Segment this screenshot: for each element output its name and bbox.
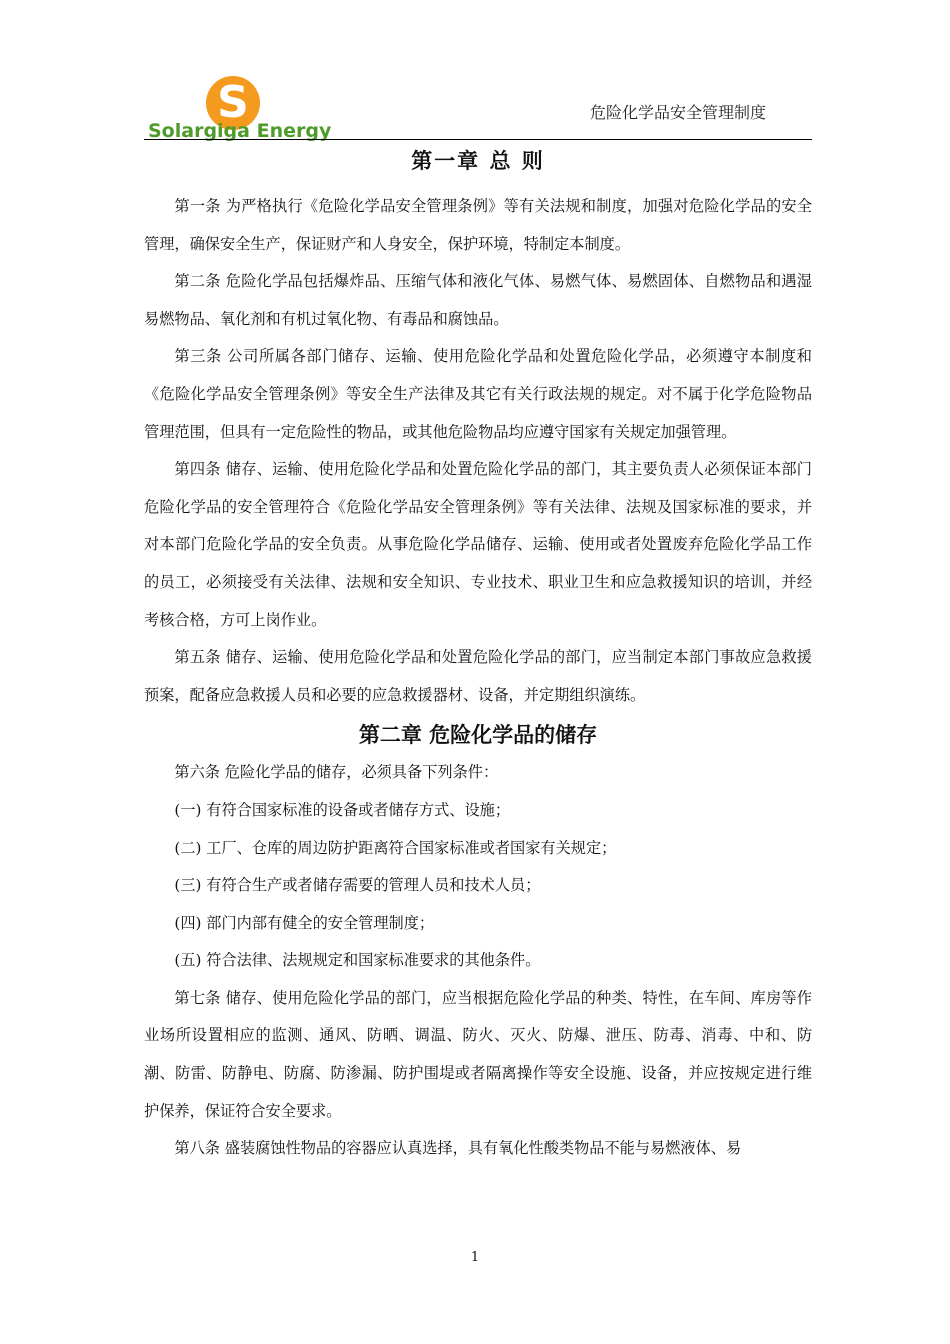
- logo-letter: S: [217, 77, 249, 128]
- article-4: 第四条 储存、运输、使用危险化学品和处置危险化学品的部门，其主要负责人必须保证本部门危险化学品的安全管理符合《危险化学品安全管理条例》等有关法律、法规及国家标准的要求，并对本部门危险化学品的安全负责。从事危险化学品储存、运输、使用或者处置废弃危险化学品工作的员工，必须接受有关法律、法规和安全知识、专业技术、职业卫生和应急救援知识的培训，并经考核合格，方可上岗作业。: [144, 460, 812, 629]
- header-divider: [144, 139, 812, 140]
- chapter-heading-2: 第二章 危险化学品的储存: [358, 722, 598, 748]
- article-7: 第七条 储存、使用危险化学品的部门，应当根据危险化学品的种类、特性，在车间、库房等作业场所设置相应的监测、通风、防晒、调温、防火、灭火、防爆、泄压、防毒、消毒、中和、防潮、防雷、防静电、防腐、防渗漏、防护围堤或者隔离操作等安全设施、设备，并应按规定进行维护保养，保证符合安全要求。: [144, 988, 812, 1120]
- article-2: 第二条 危险化学品包括爆炸品、压缩气体和液化气体、易燃气体、易燃固体、自燃物品和遇湿易燃物品、氧化剂和有机过氧化物、有毒品和腐蚀品。: [144, 272, 812, 328]
- chapter-heading-1: 第一章 总 则: [411, 148, 545, 173]
- article-6: 第六条 危险化学品的储存，必须具备下列条件：: [174, 763, 499, 782]
- document-body: [144, 146, 812, 1168]
- condition-item-2: (二) 工厂、仓库的周边防护距离符合国家标准或者国家有关规定；: [174, 838, 617, 857]
- page-number: 1: [470, 1250, 480, 1265]
- company-logo: [144, 76, 334, 146]
- article-8: 第八条 盛装腐蚀性物品的容器应认真选择，具有氧化性酸类物品不能与易燃液体、易: [174, 1139, 742, 1158]
- condition-item-4: (四) 部门内部有健全的安全管理制度；: [174, 913, 435, 932]
- header-title: 危险化学品安全管理制度: [589, 103, 766, 122]
- logo-text: Solargiga Energy: [148, 120, 332, 142]
- condition-item-1: (一) 有符合国家标准的设备或者储存方式、设施；: [174, 800, 511, 819]
- article-1: 第一条 为严格执行《危险化学品安全管理条例》等有关法规和制度，加强对危险化学品的安全管理，确保安全生产，保证财产和人身安全，保护环境，特制定本制度。: [144, 197, 812, 253]
- article-5: 第五条 储存、运输、使用危险化学品和处置危险化学品的部门，应当制定本部门事故应急救援预案，配备应急救援人员和必要的应急救援器材、设备，并定期组织演练。: [144, 648, 812, 704]
- article-3: 第三条 公司所属各部门储存、运输、使用危险化学品和处置危险化学品，必须遵守本制度和《危险化学品安全管理条例》等安全生产法律及其它有关行政法规的规定。对不属于化学危险物品管理范围，但具有一定危险性的物品，或其他危险物品均应遵守国家有关规定加强管理。: [144, 347, 812, 441]
- condition-item-3: (三) 有符合生产或者储存需要的管理人员和技术人员；: [174, 876, 541, 895]
- condition-item-5: (五) 符合法律、法规规定和国家标准要求的其他条件。: [174, 951, 541, 970]
